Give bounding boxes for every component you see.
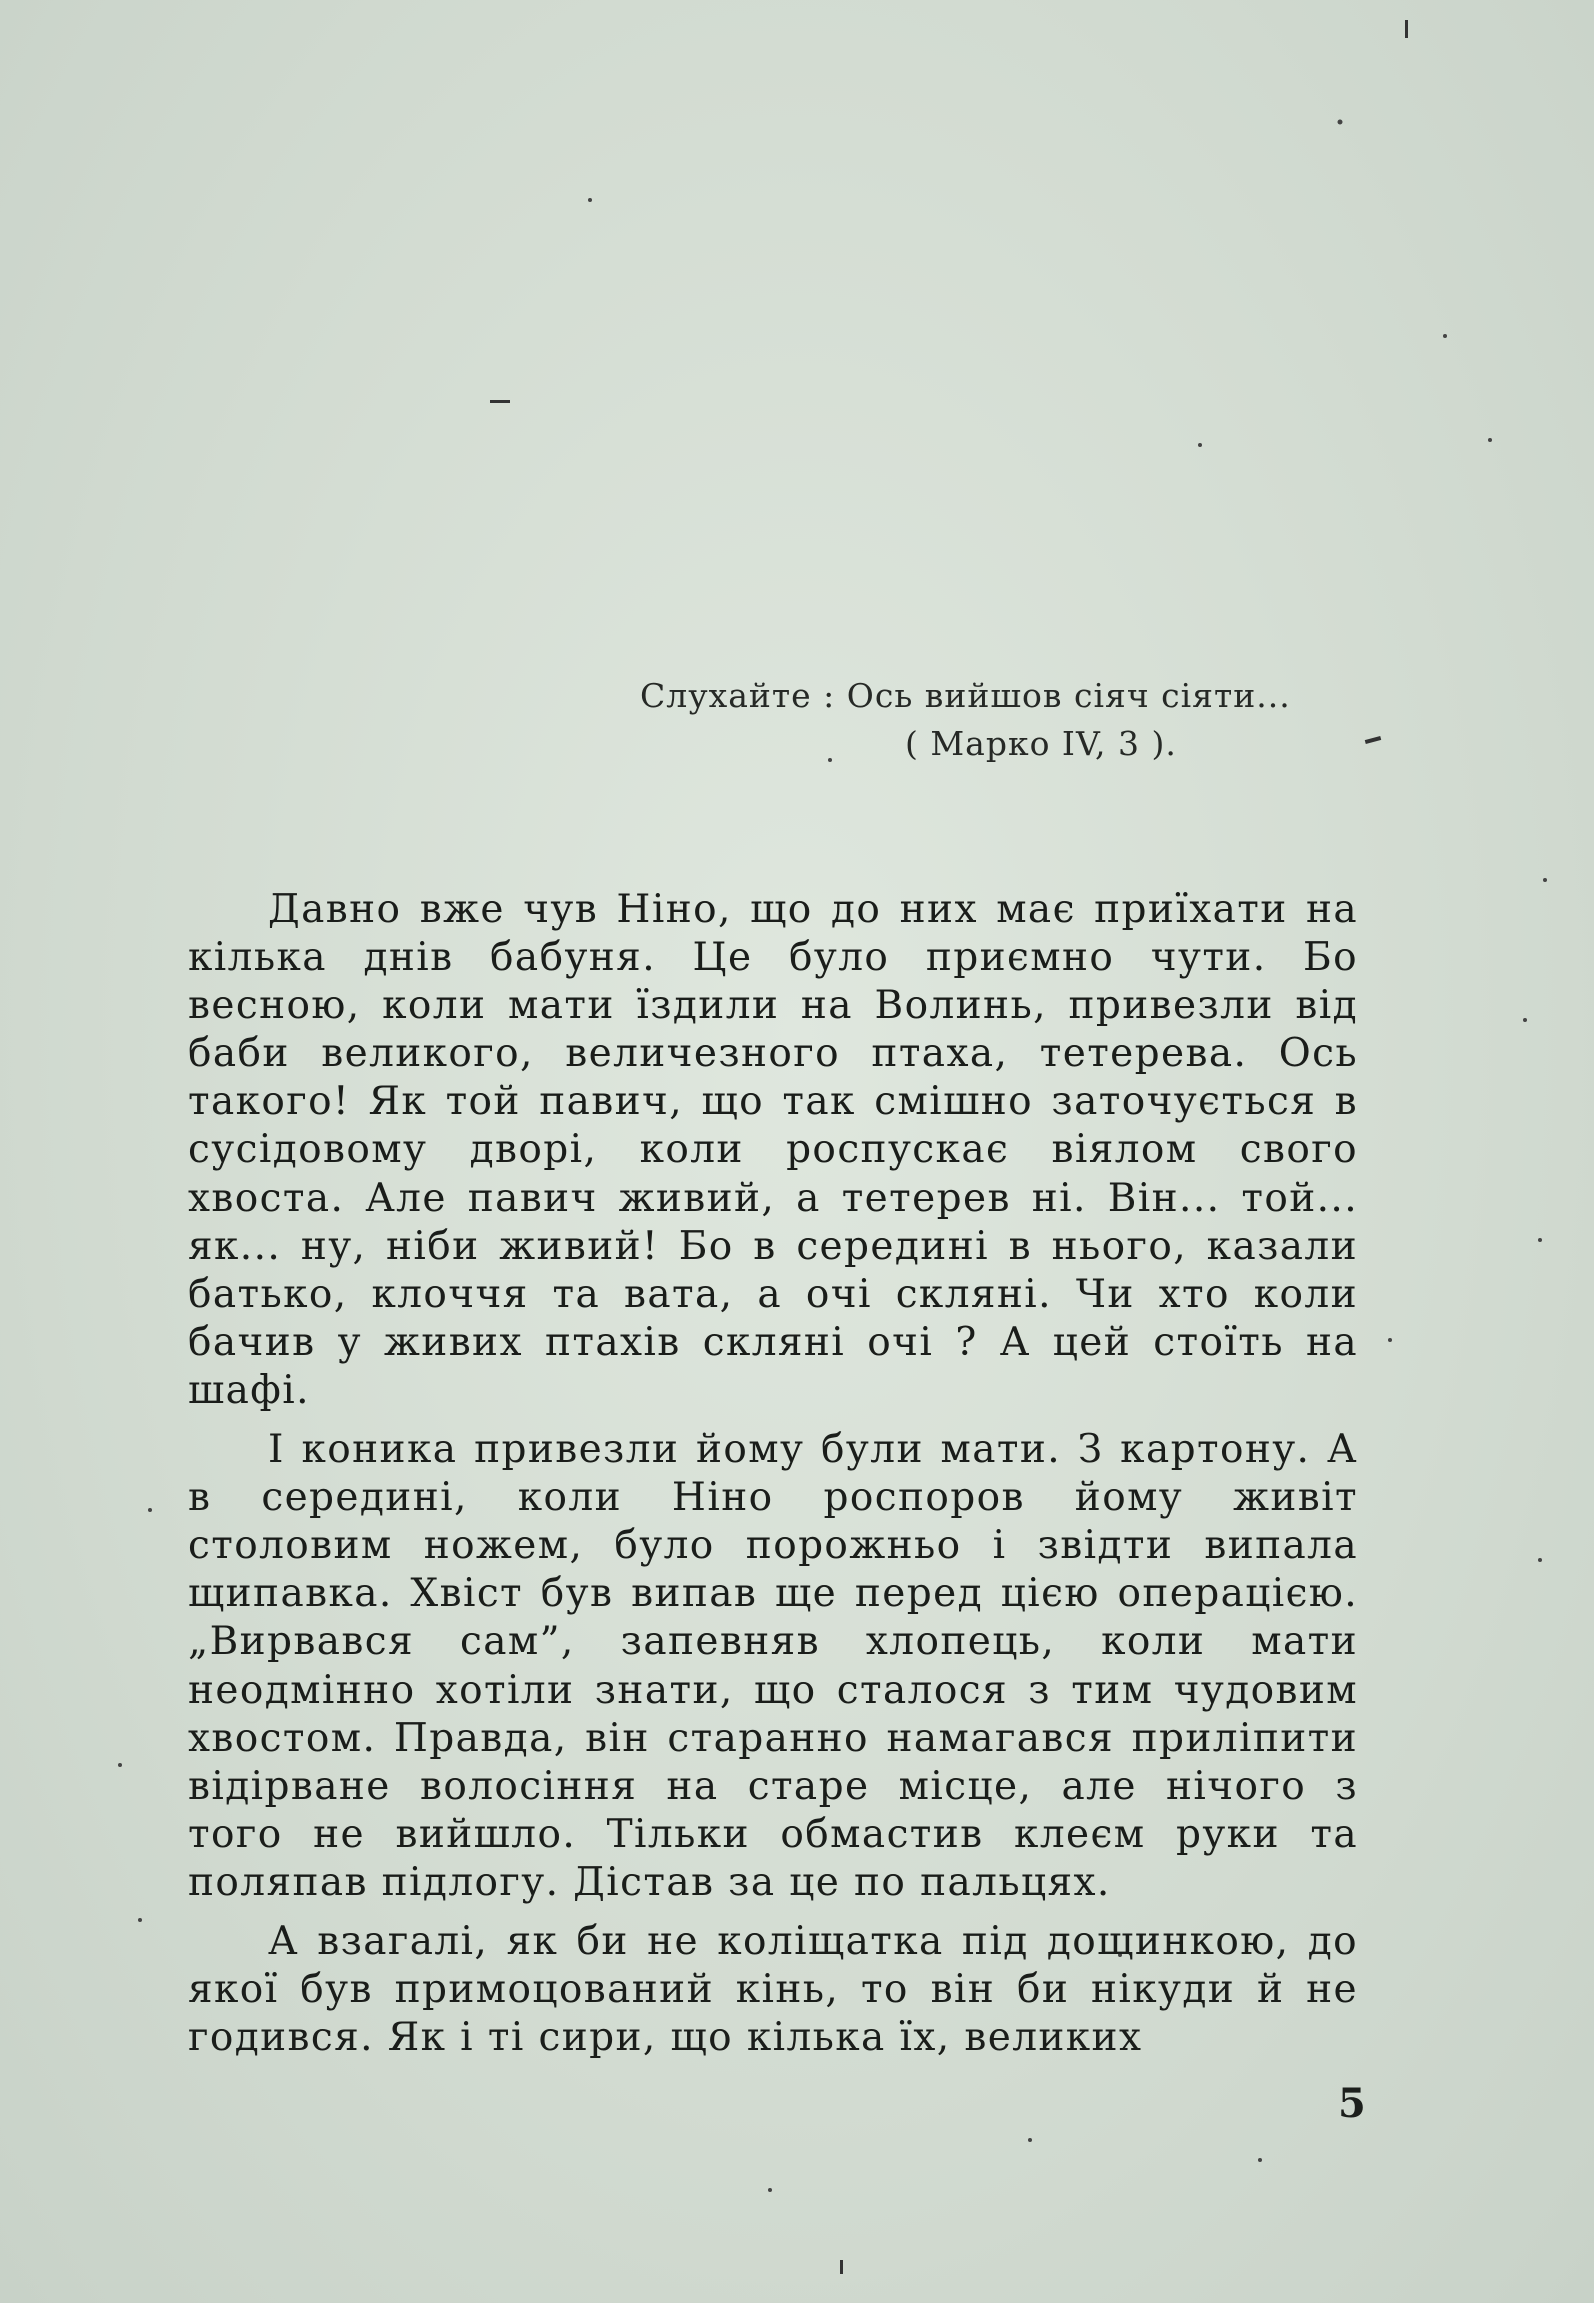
speck <box>1338 120 1343 125</box>
epigraph <box>640 672 1400 768</box>
speck <box>768 2188 772 2192</box>
body-text <box>188 886 1358 2073</box>
speck <box>1443 334 1447 338</box>
paragraph: А взагалі, як би не коліщатка під дощинкою, до якої був примоцований кінь, то він би нікуди й не годився. Як і ті сири, що кілька їх, великих <box>188 1918 1358 2061</box>
speck <box>1538 1238 1542 1242</box>
speck <box>148 1508 152 1512</box>
speck <box>118 1763 122 1767</box>
speck <box>1388 1338 1392 1342</box>
speck <box>1198 443 1202 447</box>
speck <box>1405 20 1408 38</box>
speck <box>138 1918 142 1922</box>
speck <box>1258 2158 1262 2162</box>
epigraph-reference: ( Марко IV, 3 ). <box>905 724 1177 763</box>
speck <box>1028 2138 1032 2142</box>
epigraph-quote: Слухайте : Ось вийшов сіяч сіяти... <box>640 676 1291 715</box>
paragraph: Давно вже чув Ніно, що до них має приїхати на кілька днів бабуня. Це було приємно чути. Бо весною, коли мати їздили на Волинь, привезли від баби великого, величезного птаха, тетерева. Ось такого! Як той павич, що так смішно заточується в сусідовому дворі, коли роспускає віялом свого хвоста. Але павич живий, а тетерев ні. Він... той... як... ну, ніби живий! Бо в середині в нього, казали батько, клоччя та вата, а очі скляні. Чи хто коли бачив у живих птахів скляні очі ? А цей стоїть на шафі. <box>188 887 1358 1413</box>
speck <box>1488 438 1492 442</box>
speck <box>588 198 592 202</box>
speck <box>840 2260 843 2274</box>
speck <box>1523 1018 1527 1022</box>
speck <box>1543 878 1547 882</box>
speck <box>490 400 510 403</box>
speck <box>1538 1558 1542 1562</box>
paragraph: І коника привезли йому були мати. З картону. А в середині, коли Ніно роспоров йому живіт столовим ножем, було порожньо і звідти випала щипавка. Хвіст був випав ще перед цією операцією. „Вирвався сам”, запевняв хлопець, коли мати неодмінно хотіли знати, що сталося з тим чудовим хвостом. Правда, він старанно намагався приліпити відірване волосіння на старе місце, але нічого з того не вийшло. Тільки обмастив клеєм руки та поляпав підлогу. Дістав за це по пальцях. <box>188 1427 1358 1905</box>
page-number: 5 <box>1338 2080 1366 2127</box>
